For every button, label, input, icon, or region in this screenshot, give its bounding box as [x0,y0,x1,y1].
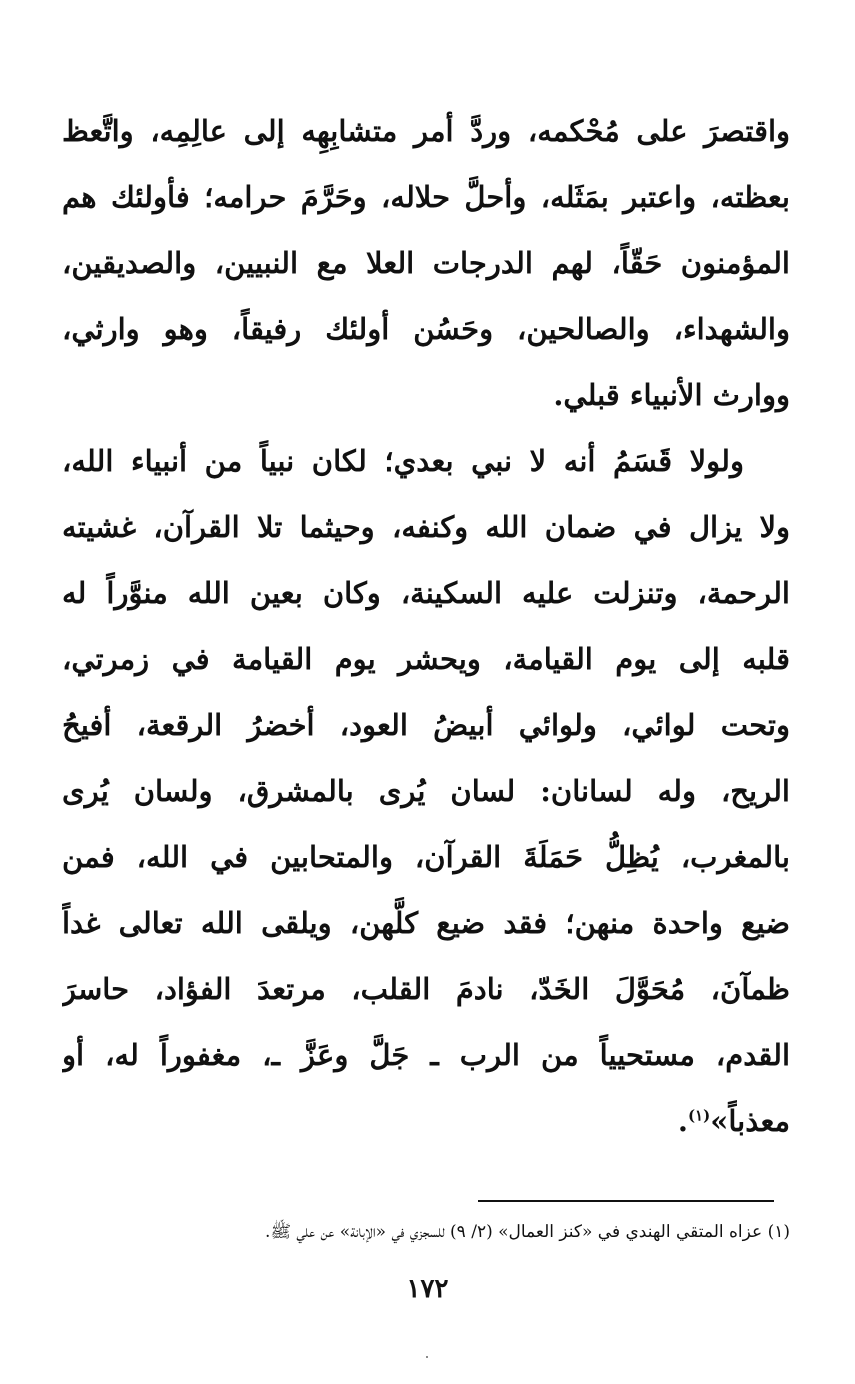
text-line: ولا يزال في ضمان الله وكنفه، وحيثما تلا القرآن، غشيته [62,510,790,544]
text-line: المؤمنون حَقّاً، لهم الدرجات العلا مع النبيين، والصديقين، [62,246,790,280]
text-line-final [62,1088,790,1154]
footnote: (١) عزاه المتقي الهندي في «كنز العمال» (٢/ ٩) للسجزي في «الإبانة» عن علي ﷺ. [265,1222,790,1242]
page-number: ١٧٢ [406,1274,449,1304]
text-line: ظمآنَ، مُحَوَّلَ الخَدّ، نادمَ القلب، مرتعدَ الفؤاد، حاسرَ [62,972,790,1006]
text-line: بالمغرب، يُظِلُّ حَمَلَةَ القرآن، والمتحابين في الله، فمن [62,840,790,874]
text-line: ولولا قَسَمُ أنه لا نبي بعدي؛ لكان نبياً من أنبياء الله، [62,444,744,478]
text-line: الريح، وله لسانان: لسان يُرى بالمشرق، ولسان يُرى [62,774,790,808]
text-line: ضيع واحدة منهن؛ فقد ضيع كلَّهن، ويلقى الله تعالى غداً [62,906,790,940]
text-line: بعظته، واعتبر بمَثَله، وأحلَّ حلاله، وحَرَّمَ حرامه؛ فأولئك هم [62,180,790,214]
text-line: القدم، مستحيياً من الرب ـ جَلَّ وعَزَّ ـ، مغفوراً له، أو [62,1038,790,1072]
footnote-reference[interactable]: (١) [687,1106,711,1125]
final-period: . [677,1104,688,1138]
text-line: ووارث الأنبياء قبلي. [553,378,790,412]
footnote-divider [478,1200,774,1202]
scan-speck [426,1356,428,1358]
text-line: والشهداء، والصالحين، وحَسُن أولئك رفيقاً، وهو وارثي، [62,312,790,346]
main-text [62,98,790,1154]
text-line: واقتصرَ على مُحْكمه، وردَّ أمر متشابِهِه إلى عالِمِه، واتَّعظ [62,114,790,148]
text-line: قلبه إلى يوم القيامة، ويحشر يوم القيامة في زمرتي، [62,642,790,676]
text-line: الرحمة، وتنزلت عليه السكينة، وكان بعين الله منوَّراً له [62,576,790,610]
final-line-text: معذباً» [710,1104,790,1138]
text-line: وتحت لوائي، ولوائي أبيضُ العود، أخضرُ الرقعة، أفيحُ [62,708,790,742]
